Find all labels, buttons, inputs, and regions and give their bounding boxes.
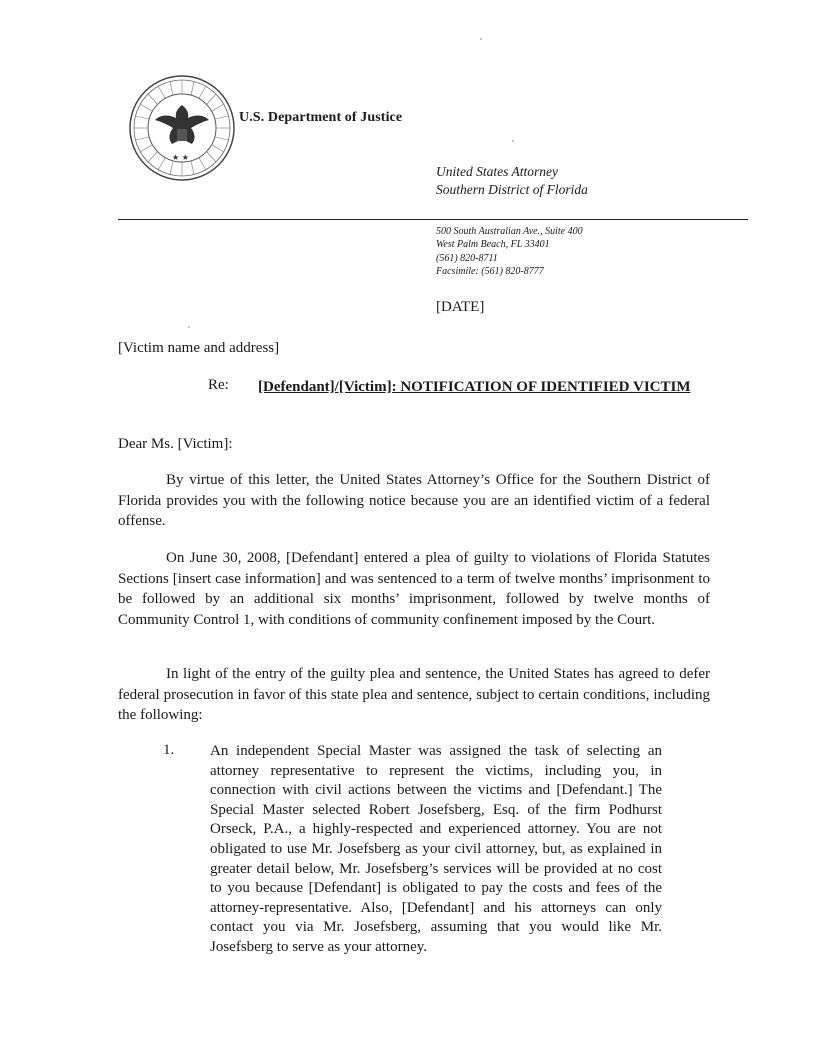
office-line-2: Southern District of Florida — [436, 182, 588, 197]
scan-speck — [188, 326, 190, 328]
re-label: Re: — [208, 377, 229, 393]
office-address — [436, 225, 583, 279]
re-subject: [Defendant]/[Victim]: NOTIFICATION OF IDENTIFIED VICTIM — [258, 379, 691, 395]
phone-number: (561) 820-8711 — [436, 252, 498, 264]
body-paragraph-1: By virtue of this letter, the United States Attorney’s Office for the Southern District of Florida provides you with the following notice because you are an identified victim of a federal offense. — [118, 472, 710, 529]
department-name: U.S. Department of Justice — [239, 110, 403, 125]
body-paragraph-2: On June 30, 2008, [Defendant] entered a plea of guilty to violations of Florida Statutes Sections [insert case information] and was sentenced to a term of twelve months’ imprisonment to be followed by an additional six months’ imprisonment, followed by twelve months of Community Control 1, with conditions of community confinement imposed by the Court. — [118, 550, 710, 628]
letter-date: [DATE] — [436, 299, 485, 315]
salutation: Dear Ms. [Victim]: — [118, 436, 233, 452]
office-line-1: United States Attorney — [436, 164, 558, 179]
recipient-address: [Victim name and address] — [118, 340, 280, 356]
scan-speck — [480, 38, 482, 40]
list-item-number: 1. — [163, 742, 175, 758]
fax-number: Facsimile: (561) 820-8777 — [436, 266, 544, 278]
body-paragraph-3: In light of the entry of the guilty plea and sentence, the United States has agreed to defer federal prosecution in favor of this state plea and sentence, subject to certain conditions, including the following: — [118, 666, 710, 723]
address-line-1: 500 South Australian Ave., Suite 400 — [436, 226, 583, 237]
list-item-text: An independent Special Master was assigned the task of selecting an attorney representative to represent the victims, including you, in connection with civil actions between the victims and [Defendant.] The Special Master selected Robert Josefsberg, Esq. of the firm Podhurst Orseck, P.A., a highly-respected and experienced attorney. You are not obligated to use Mr. Josefsberg as your civil attorney, but, as explained in greater detail below, Mr. Josefsberg’s services will be provided at no cost to you because [Defendant] is obligated to pay the costs and fees of the attorney-representative. Also, [Defendant] and his attorneys can only contact you via Mr. Josefsberg, assuming that you would like Mr. Josefsberg to serve as your attorney. — [210, 743, 662, 955]
letterhead-divider — [118, 219, 748, 220]
office-block — [436, 163, 588, 199]
scan-speck — [512, 140, 514, 142]
doj-seal-icon — [128, 73, 236, 183]
address-line-2: West Palm Beach, FL 33401 — [436, 239, 550, 251]
svg-text:★ ★: ★ ★ — [172, 153, 189, 162]
